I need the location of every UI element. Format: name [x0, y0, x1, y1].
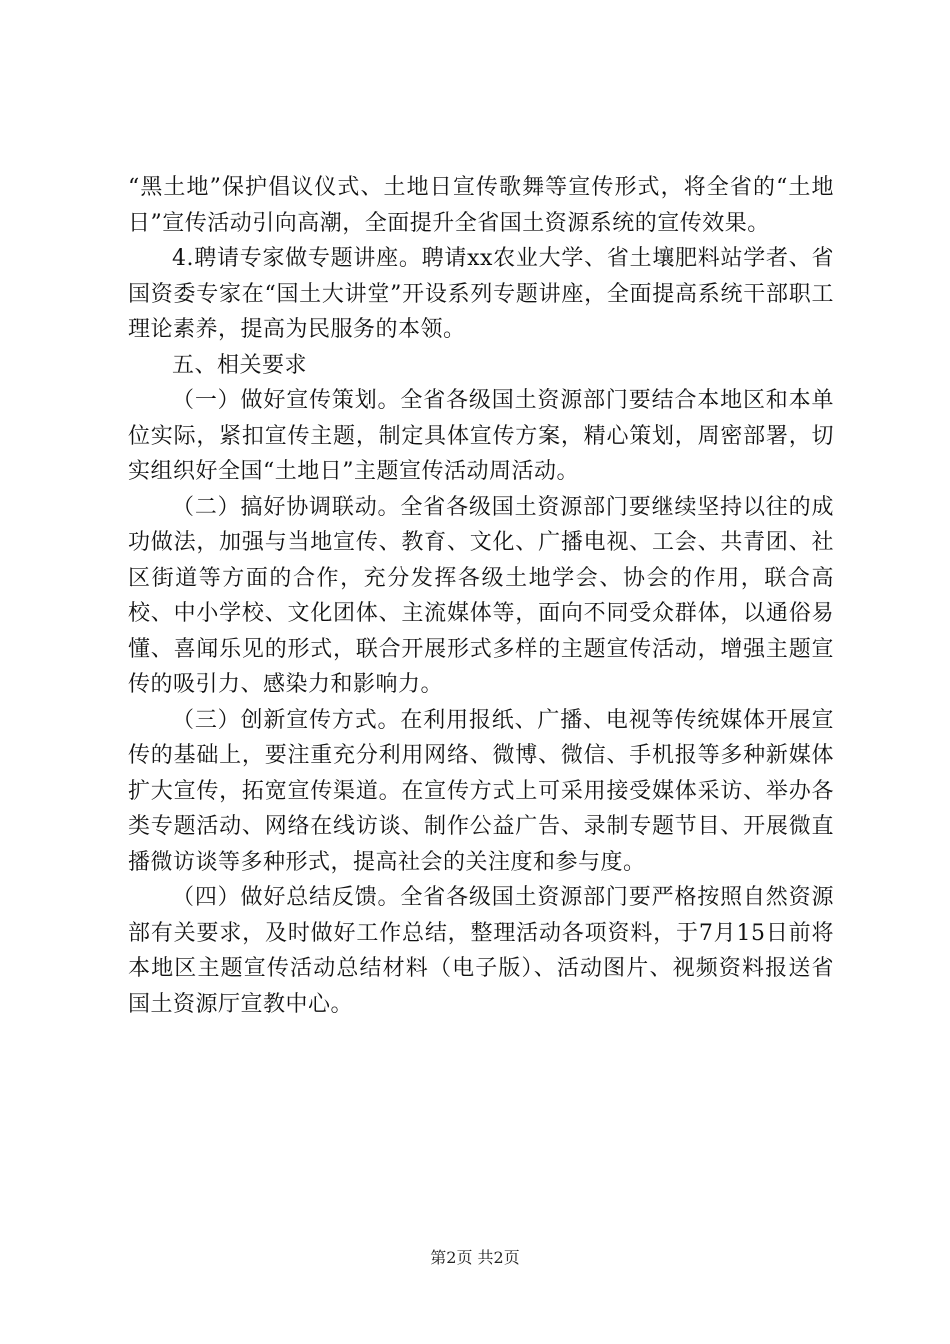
paragraph-innovation: （三）创新宣传方式。在利用报纸、广播、电视等传统媒体开展宣传的基础上，要注重充分利用网络、微博、微信、手机报等多种新媒体扩大宣传，拓宽宣传渠道。在宣传方式上可采用接受媒体采访、举办各类专题活动、网络在线访谈、制作公益广告、录制专题节目、开展微直播微访谈等多种形式，提高社会的关注度和参与度。 [128, 707, 834, 875]
paragraph-continuation: “黑土地”保护倡议仪式、土地日宣传歌舞等宣传形式，将全省的“土地日”宣传活动引向高潮，全面提升全省国土资源系统的宣传效果。 [128, 175, 834, 236]
paragraph-summary-feedback: （四）做好总结反馈。全省各级国土资源部门要严格按照自然资源部有关要求，及时做好工作总结，整理活动各项资料，于7月15日前将本地区主题宣传活动总结材料（电子版）、活动图片、视频资料报送省国土资源厅宣教中心。 [128, 885, 834, 1017]
paragraph-planning: （一）做好宣传策划。全省各级国土资源部门要结合本地区和本单位实际，紧扣宣传主题，制定具体宣传方案，精心策划，周密部署，切实组织好全国“土地日”主题宣传活动周活动。 [128, 388, 834, 484]
paragraph-coordination: （二）搞好协调联动。全省各级国土资源部门要继续坚持以往的成功做法，加强与当地宣传、教育、文化、广播电视、工会、共青团、社区街道等方面的合作，充分发挥各级土地学会、协会的作用，联合高校、中小学校、文化团体、主流媒体等，面向不同受众群体，以通俗易懂、喜闻乐见的形式，联合开展形式多样的主题宣传活动，增强主题宣传的吸引力、感染力和影响力。 [128, 494, 834, 697]
page-number-footer: 第2页 共2页 [430, 1248, 520, 1267]
section-heading-requirements: 五、相关要求 [172, 352, 308, 378]
paragraph-expert-lectures: 4.聘请专家做专题讲座。聘请xx农业大学、省土壤肥料站学者、省国资委专家在“国土大讲堂”开设系列专题讲座，全面提高系统干部职工理论素养，提高为民服务的本领。 [128, 246, 834, 342]
document-body [128, 170, 834, 1022]
